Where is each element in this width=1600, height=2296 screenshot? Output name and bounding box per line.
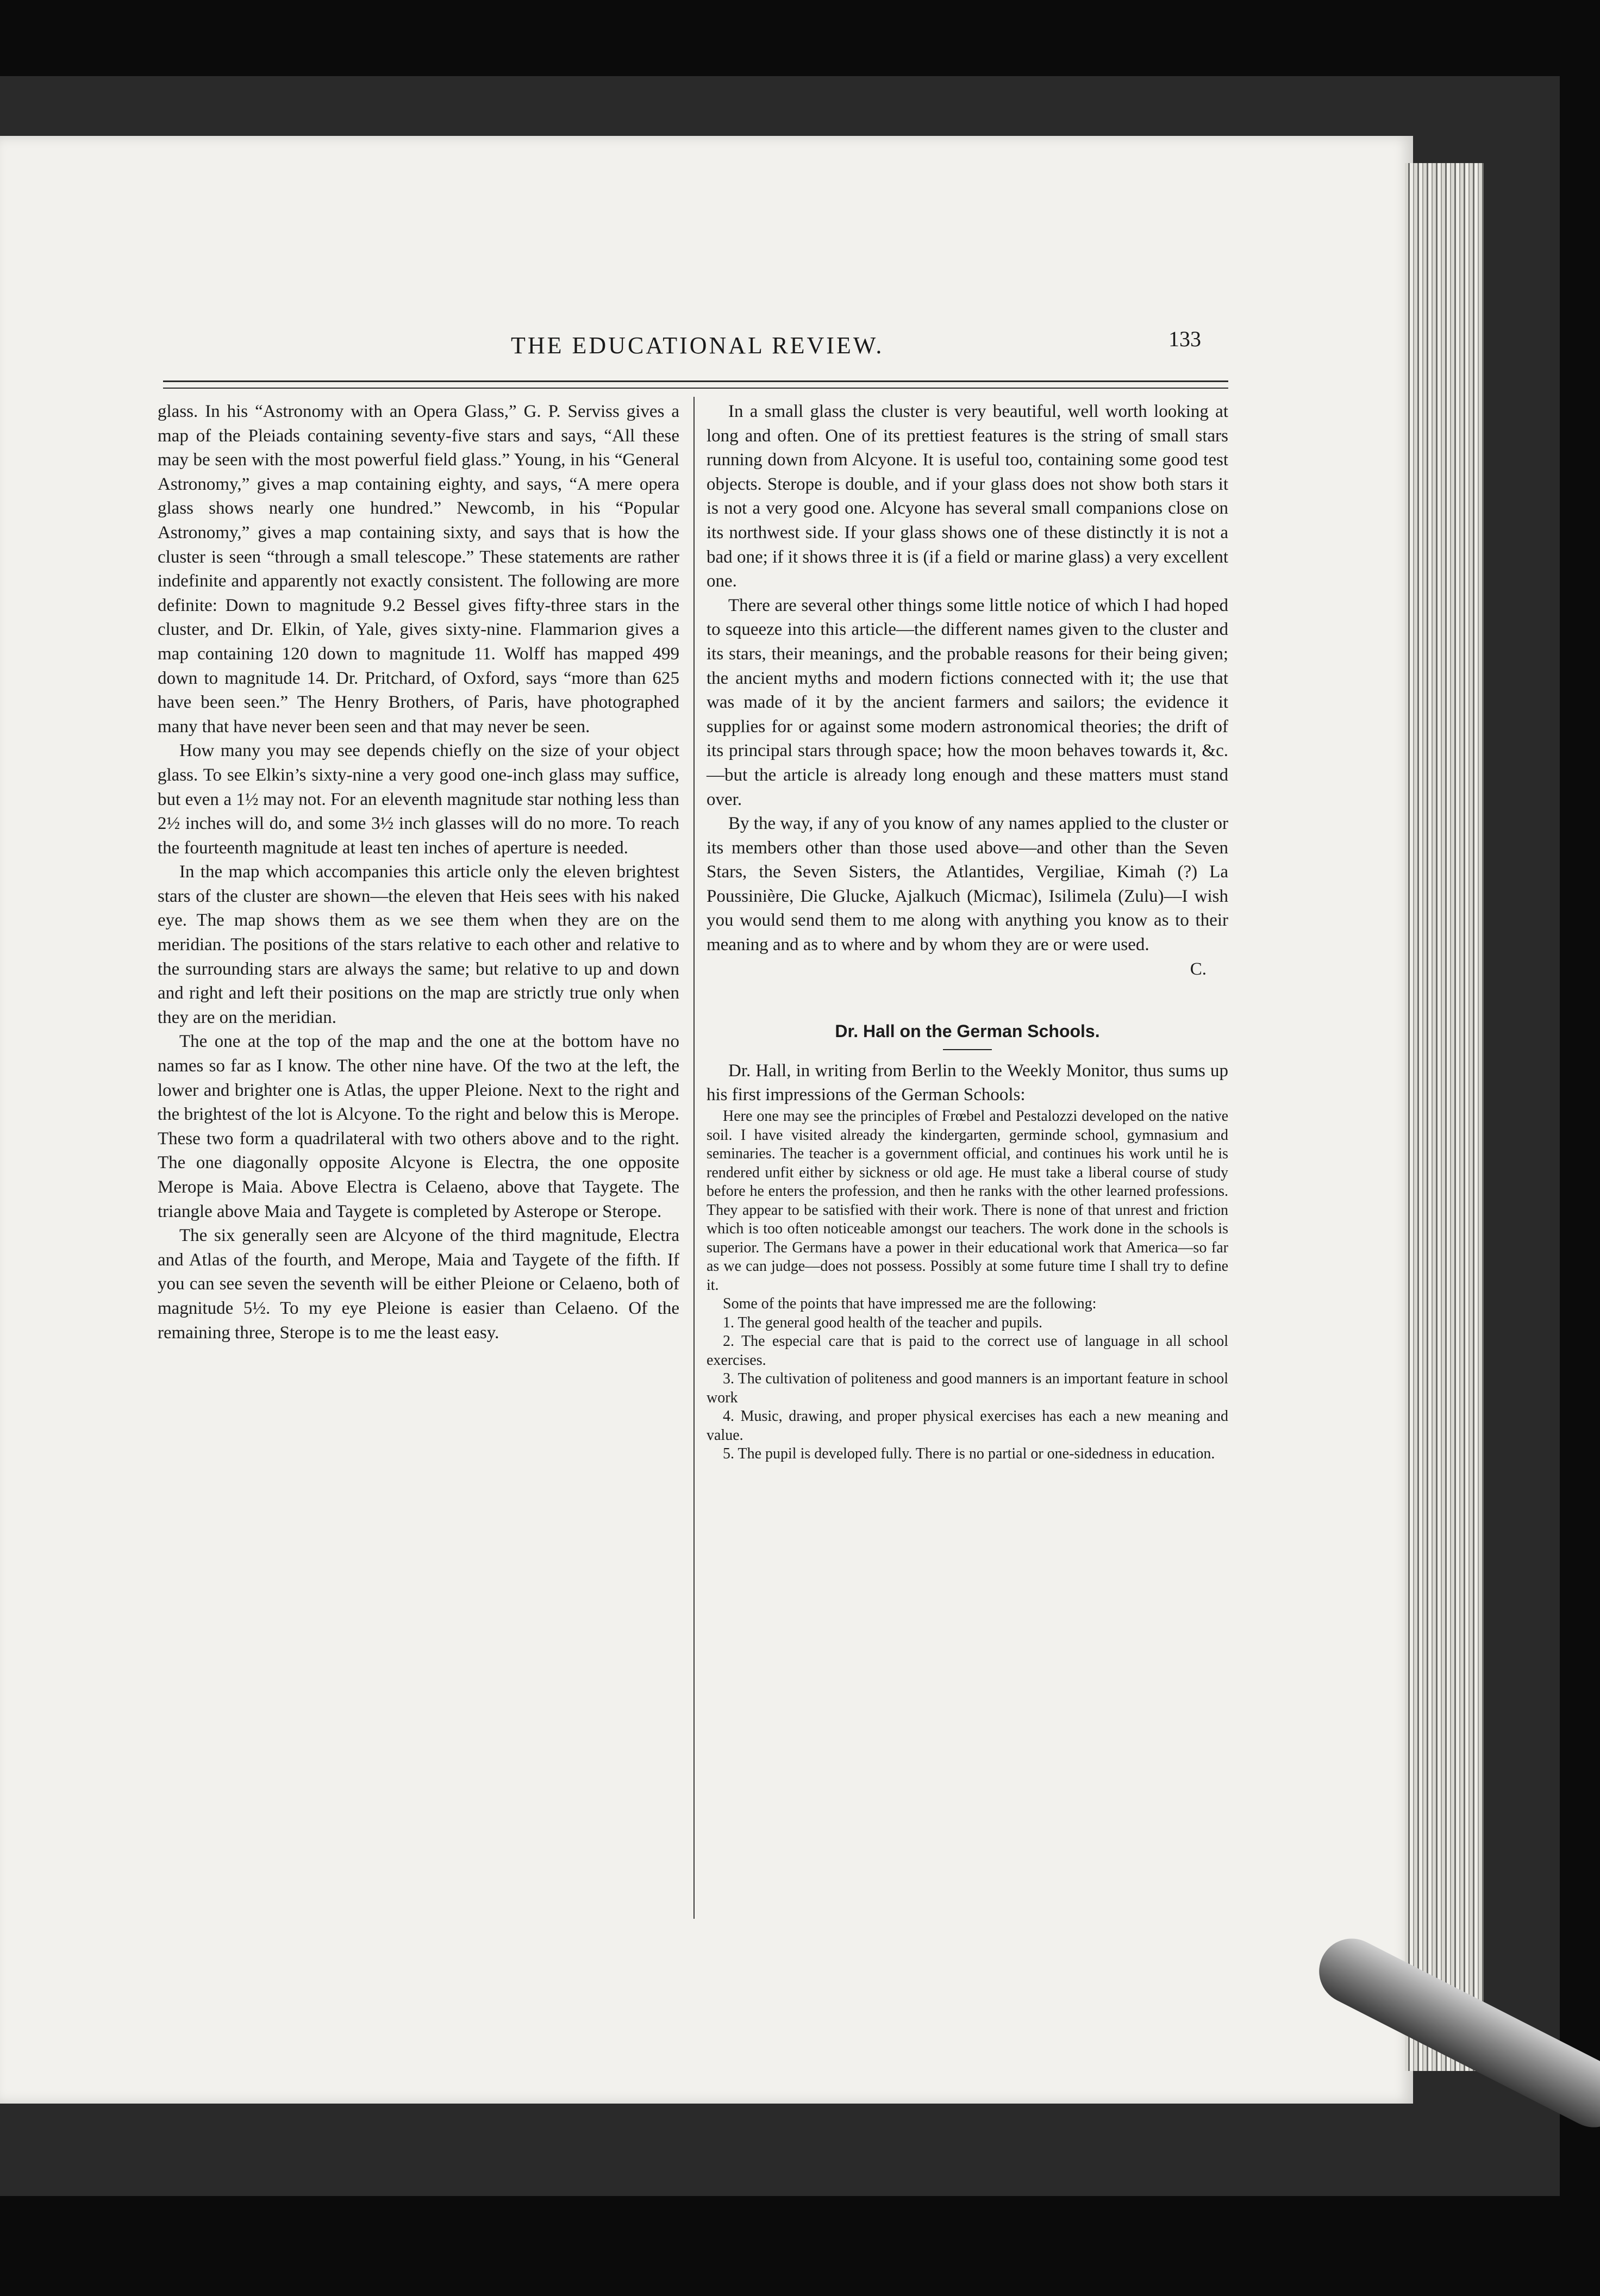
- page-header: [158, 326, 1245, 370]
- list-item: 2. The especial care that is paid to the correct use of language in all school exercises.: [707, 1333, 1228, 1369]
- section-heading: Dr. Hall on the German Schools.: [835, 1021, 1100, 1041]
- heading-rule: [943, 1049, 992, 1050]
- intro-paragraph: Dr. Hall, in writing from Berlin to the Weekly Monitor, thus sums up his first impressions of the German Schools:: [707, 1060, 1228, 1105]
- list-item: 4. Music, drawing, and proper physical exercises has each a new meaning and value.: [707, 1408, 1228, 1444]
- header-rule: [163, 380, 1228, 389]
- list-item: 1. The general good health of the teacher and pupils.: [723, 1314, 1043, 1331]
- paragraph: There are several other things some little notice of which I had hoped to squeeze into this article—the different names given to the cluster and its stars, their meanings, and the probable reasons for their being given; the ancient myths and modern fictions connected with it; the use that was made of it by the ancient farmers and sailors; the evidence it supplies for or against some modern astronomical theories; the drift of its principal stars through space; how the moon behaves towards it, &c.—but the article is already long enough and these matters must stand over.: [707, 595, 1228, 809]
- running-title: THE EDUCATIONAL REVIEW.: [511, 332, 884, 359]
- list-intro: Some of the points that have impressed me are the following:: [723, 1295, 1097, 1313]
- paragraph: The one at the top of the map and the one at the bottom have no names so far as I know. The other nine have. Of the two at the left, the lower and brighter one is Atlas, the upper Pleione. Next to the right and the brightest of the lot is Alcyone. To the right and below this is Merope. These two form a quadrilateral with two others above and to the right. The one diagonally opposite Alcyone is Electra, the one opposite Merope is Maia. Above Electra is Celaeno, above that Taygete. The triangle above Maia and Taygete is completed by Asterope or Sterope.: [158, 1032, 679, 1221]
- paragraph: In the map which accompanies this article only the eleven brightest stars of the cluster are shown—the eleven that Heis sees with his naked eye. The map shows them as we see them when they are on the meridian. The positions of the stars relative to each other and relative to the surrounding stars are always the same; but relative to up and down and right and left their positions on the map are strictly true only when they are on the meridian.: [158, 862, 679, 1027]
- page-number: 133: [1168, 327, 1201, 351]
- paragraph: glass. In his “Astronomy with an Opera Glass,” G. P. Serviss gives a map of the Pleiads containing seventy-five stars and says, “All these may be seen with the most powerful field glass.” Young, in his “General Astronomy,” gives a map containing eighty, and says, “A mere opera glass shows nearly one hundred.” Newcomb, in his “Popular Astronomy,” gives a map containing sixty, and says that is how the cluster is seen “through a small telescope.” These statements are rather indefinite and apparently not exactly consistent. The following are more definite: Down to magnitude 9.2 Bessel gives fifty-three stars in the cluster, and Dr. Elkin, of Yale, gives sixty-nine. Flammarion gives a map containing 120 down to magnitude 11. Wolff has mapped 499 down to magnitude 14. Dr. Pritchard, of Oxford, says “more than 625 have been seen.” The Henry Brothers, of Paris, have photographed many that have never been seen and that may never be seen.: [158, 402, 679, 737]
- right-column: [707, 400, 1228, 1464]
- list-item: 3. The cultivation of politeness and good manners is an important feature in school work: [707, 1370, 1228, 1406]
- paragraph: How many you may see depends chiefly on the size of your object glass. To see Elkin’s sixty-nine a very good one-inch glass may suffice, but even a 1½ may not. For an eleventh magnitude star nothing less than 2½ inches will do, and some 3½ inch glasses will do no more. To reach the fourteenth magnitude at least ten inches of aperture is needed.: [158, 741, 679, 858]
- paragraph: The six generally seen are Alcyone of the third magnitude, Electra and Atlas of the fourth, and Merope, Maia and Taygete of the fifth. If you can see seven the seventh will be either Pleione or Celaeno, both of magnitude 5½. To my eye Pleione is easier than Celaeno. Of the remaining three, Sterope is to me the least easy.: [158, 1226, 679, 1343]
- left-column: [158, 400, 679, 1345]
- paragraph: By the way, if any of you know of any names applied to the cluster or its members other than those used above—and other than the Seven Stars, the Seven Sisters, the Atlantides, Vergiliae, Kimah (?) La Poussinière, Die Glucke, Ajalkuch (Micmac), Isilimela (Zulu)—I wish you would send them to me along with anything you know as to their meaning and as to where and by whom they are or were used.: [707, 814, 1228, 955]
- column-divider: [693, 397, 695, 1919]
- paragraph: In a small glass the cluster is very beautiful, well worth looking at long and often. One of its prettiest features is the string of small stars running down from Alcyone. It is useful too, containing some good test objects. Sterope is double, and if your glass does not show both stars it is not a very good one. Alcyone has several small companions close on its northwest side. If your glass shows one of these distinctly it is not a bad one; if it shows three it is (if a field or marine glass) a very excellent one.: [707, 402, 1228, 591]
- book-page-edges: [1405, 163, 1484, 2071]
- list-item: 5. The pupil is developed fully. There is no partial or one-sidedness in education.: [723, 1445, 1215, 1463]
- quoted-letter: Here one may see the principles of Frœbel and Pestalozzi developed on the native soil. I have visited already the kindergarten, germinde school, gymnasium and seminaries. The teacher is a government official, and continues his work until he is rendered unfit either by sickness or old age. He must take a liberal course of study before he enters the profession, and then he ranks with the other learned professions. They appear to be satisfied with their work. There is none of that unrest and friction which is too often noticeable amongst our teachers. The work done in the schools is superior. The Germans have a power in their educational work that America—so far as we can judge—does not possess. Possibly at some future time I shall try to define it.: [707, 1108, 1228, 1294]
- author-signature: C.: [1190, 959, 1207, 979]
